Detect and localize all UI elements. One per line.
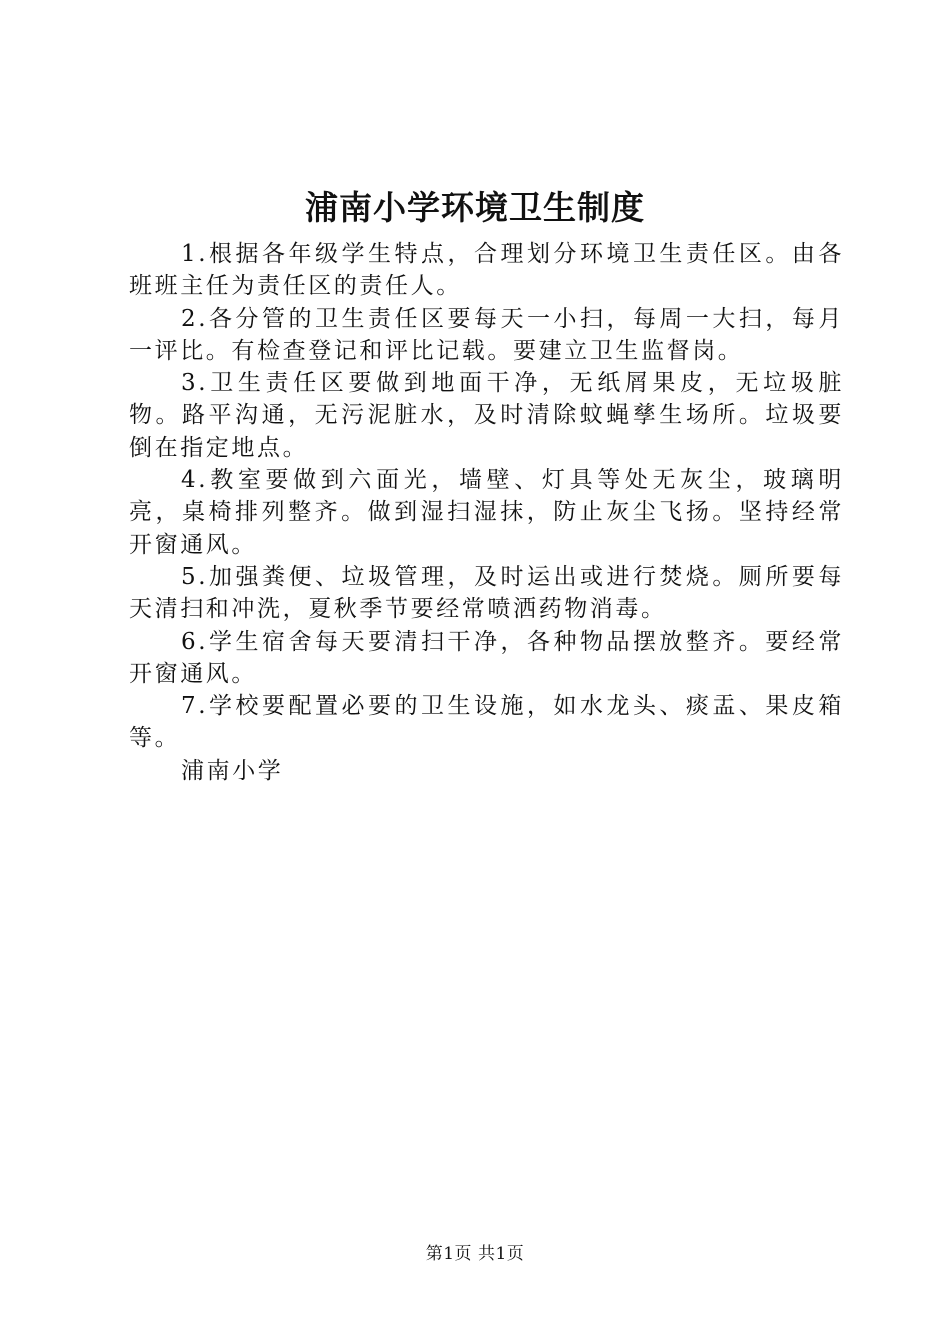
paragraph-1: 1.根据各年级学生特点，合理划分环境卫生责任区。由各班班主任为责任区的责任人。 (129, 241, 844, 300)
paragraph-5: 5.加强粪便、垃圾管理，及时运出或进行焚烧。厕所要每天清扫和冲洗，夏秋季节要经常喷洒药物消毒。 (129, 563, 844, 623)
document-title: 浦南小学环境卫生制度 (305, 188, 645, 227)
paragraph-4: 4.教室要做到六面光，墙壁、灯具等处无灰尘，玻璃明亮，桌椅排列整齐。做到湿扫湿抹，防止灰尘飞扬。坚持经常开窗通风。 (129, 467, 844, 558)
paragraph-6: 6.学生宿舍每天要清扫干净，各种物品摆放整齐。要经常开窗通风。 (129, 628, 844, 687)
paragraph-7: 7.学校要配置必要的卫生设施，如水龙头、痰盂、果皮箱等。 (129, 693, 844, 752)
paragraph-2: 2.各分管的卫生责任区要每天一小扫，每周一大扫，每月一评比。有检查登记和评比记载。要建立卫生监督岗。 (129, 305, 844, 364)
signature: 浦南小学 (181, 757, 284, 784)
page-footer: 第1页 共1页 (425, 1244, 525, 1264)
paragraph-3: 3.卫生责任区要做到地面干净，无纸屑果皮，无垃圾脏物。路平沟通，无污泥脏水，及时清除蚊蝇孳生场所。垃圾要倒在指定地点。 (129, 370, 844, 461)
document-body (129, 238, 844, 787)
